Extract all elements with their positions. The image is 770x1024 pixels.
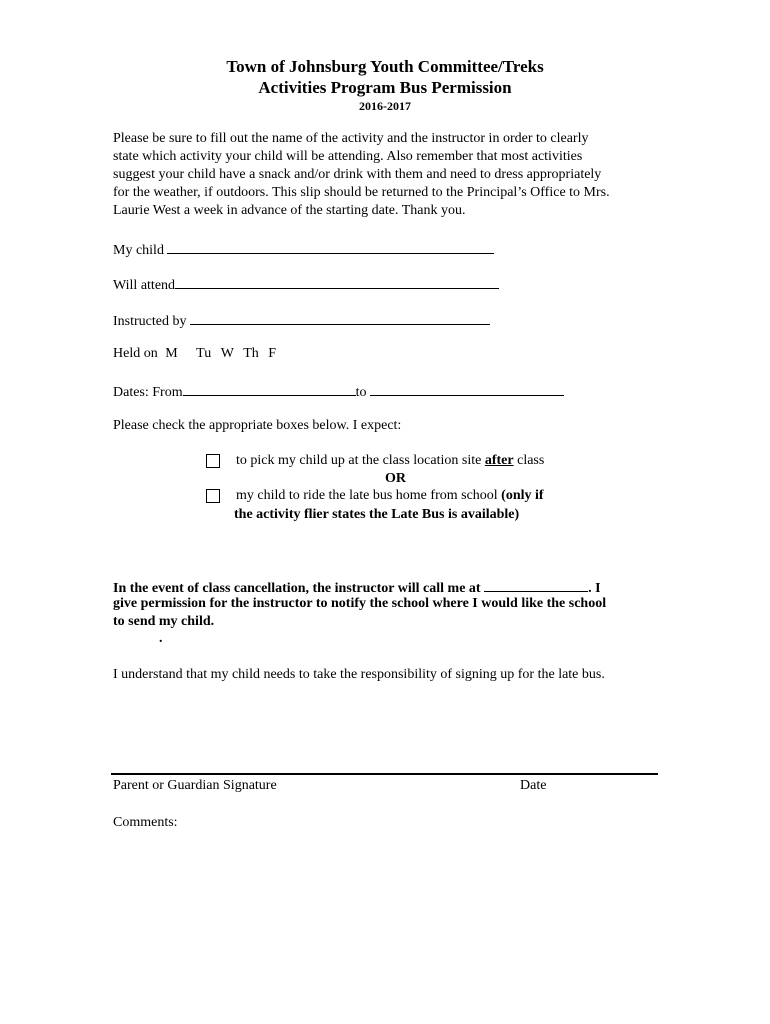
intro-line: for the weather, if outdoors. This slip should be returned to the Principal’s Office to Mrs. bbox=[113, 185, 610, 200]
or-separator: OR bbox=[385, 471, 406, 486]
day-tue[interactable]: Tu bbox=[196, 346, 212, 361]
intro-line: state which activity your child will be attending. Also remember that most activities bbox=[113, 149, 583, 164]
date-label: Date bbox=[520, 778, 547, 793]
school-year: 2016-2017 bbox=[359, 99, 411, 113]
dates-to-field[interactable] bbox=[370, 382, 564, 396]
late-bus-responsibility: I understand that my child needs to take the responsibility of signing up for the late bus. bbox=[113, 667, 605, 682]
pickup-option bbox=[236, 453, 544, 469]
day-mon[interactable]: M bbox=[165, 346, 178, 361]
comments-label: Comments: bbox=[113, 815, 178, 830]
intro-line: suggest your child have a snack and/or drink with them and need to dress appropriately bbox=[113, 167, 602, 182]
cancellation-line1 bbox=[113, 578, 601, 597]
form-title: Town of Johnsburg Youth Committee/Treks bbox=[226, 57, 544, 76]
cancellation-line2: give permission for the instructor to notify the school where I would like the school bbox=[113, 596, 607, 611]
late-bus-option bbox=[236, 488, 544, 504]
intro-line: Please be sure to fill out the name of the activity and the instructor in order to clearly bbox=[113, 131, 589, 146]
pickup-text-end: class bbox=[513, 453, 545, 468]
signature-label: Parent or Guardian Signature bbox=[113, 778, 277, 793]
late-bus-checkbox[interactable] bbox=[206, 489, 220, 503]
dates-from-field[interactable] bbox=[183, 382, 356, 396]
phone-field[interactable] bbox=[484, 578, 588, 592]
my-child-row bbox=[113, 240, 494, 259]
dates-to-label: to bbox=[355, 385, 367, 400]
will-attend-label: Will attend bbox=[113, 278, 176, 293]
cancellation-text-end: . I bbox=[588, 581, 601, 596]
instructed-by-row bbox=[113, 311, 490, 330]
held-on-row bbox=[113, 346, 276, 362]
my-child-label: My child bbox=[113, 243, 164, 258]
late-bus-text: my child to ride the late bus home from school bbox=[236, 488, 502, 503]
cancellation-text: In the event of class cancellation, the instructor will call me at bbox=[113, 581, 481, 596]
form-subtitle: Activities Program Bus Permission bbox=[258, 78, 512, 97]
held-on-label: Held on bbox=[113, 346, 158, 361]
pickup-text: to pick my child up at the class location site bbox=[236, 453, 485, 468]
check-instruction: Please check the appropriate boxes below. I expect: bbox=[113, 418, 402, 433]
intro-line: Laurie West a week in advance of the starting date. Thank you. bbox=[113, 203, 466, 218]
pickup-checkbox[interactable] bbox=[206, 454, 220, 468]
day-wed[interactable]: W bbox=[220, 346, 234, 361]
pickup-after-text: after bbox=[484, 453, 514, 468]
my-child-field[interactable] bbox=[167, 240, 494, 254]
day-fri[interactable]: F bbox=[268, 346, 277, 361]
day-thu[interactable]: Th bbox=[243, 346, 259, 361]
dates-row bbox=[113, 382, 564, 401]
instructed-by-field[interactable] bbox=[190, 311, 490, 325]
stray-dot: . bbox=[159, 631, 163, 646]
will-attend-row bbox=[113, 275, 499, 294]
late-bus-condition: (only if bbox=[501, 488, 544, 503]
signature-line[interactable] bbox=[111, 773, 658, 775]
dates-from-label: Dates: From bbox=[113, 385, 183, 400]
intro-paragraph bbox=[113, 130, 673, 220]
cancellation-line3: to send my child. bbox=[113, 614, 215, 629]
instructed-by-label: Instructed by bbox=[113, 314, 187, 329]
late-bus-condition-cont: the activity flier states the Late Bus is available) bbox=[234, 507, 520, 522]
will-attend-field[interactable] bbox=[175, 275, 499, 289]
